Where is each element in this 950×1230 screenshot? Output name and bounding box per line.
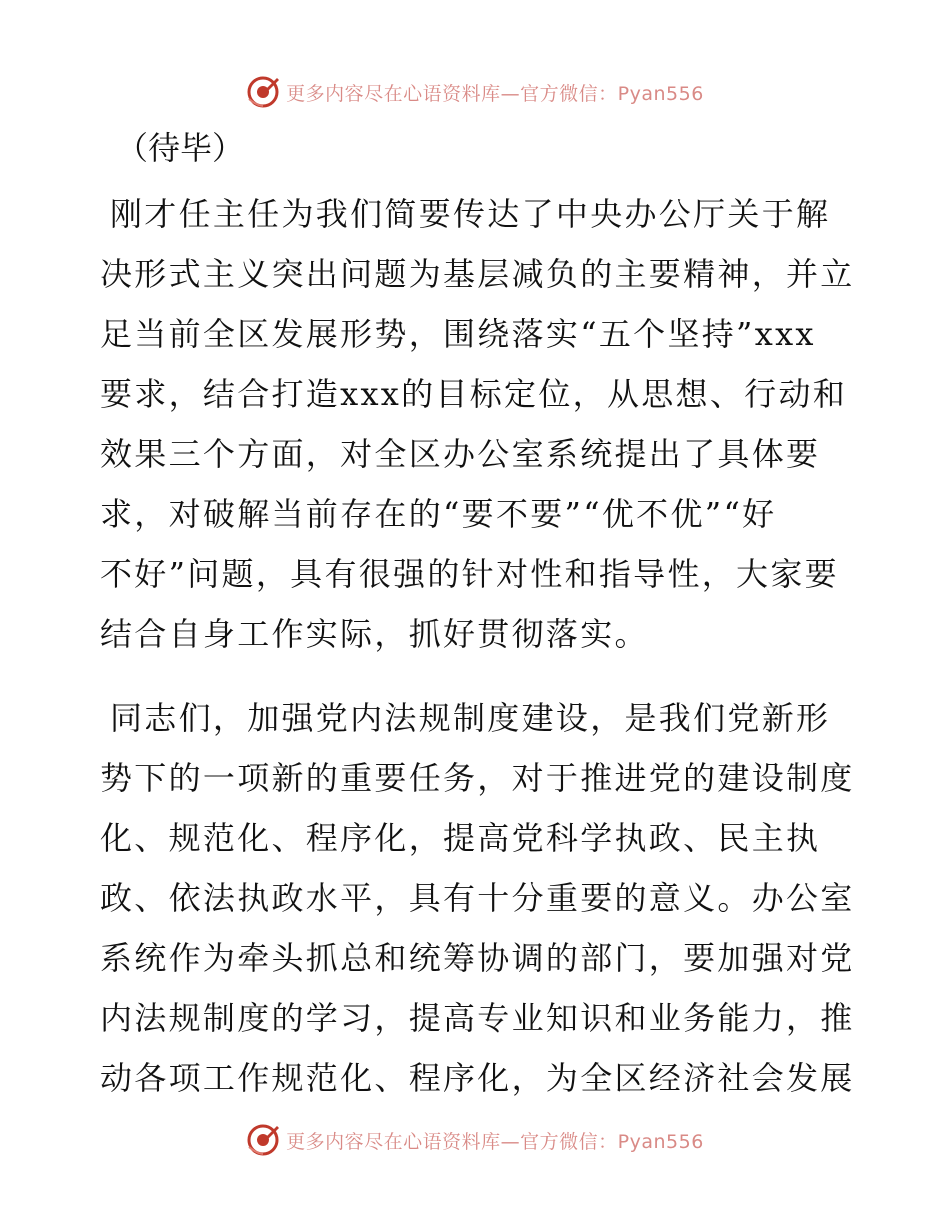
paragraph-1 <box>100 184 860 664</box>
text-line: 同志们，加强党内法规制度建设，是我们党新形 <box>110 699 831 737</box>
watermark-group <box>246 1123 704 1157</box>
text-line: 化、规范化、程序化，提高党科学执政、民主执 <box>100 819 821 857</box>
pen-logo-icon <box>246 1123 280 1157</box>
text-line: 结合自身工作实际，抓好贯彻落实。 <box>100 615 649 653</box>
watermark-text: 更多内容尽在心语资料库—官方微信：Pyan556 <box>286 1130 704 1153</box>
text-line: 势下的一项新的重要任务，对于推进党的建设制度 <box>100 759 855 797</box>
watermark-group <box>246 75 704 109</box>
header-watermark <box>0 72 950 112</box>
paragraph-2 <box>100 688 860 1108</box>
text-line: 动各项工作规范化、程序化，为全区经济社会发展 <box>100 1059 855 1097</box>
text-line: 系统作为牵头抓总和统筹协调的部门，要加强对党 <box>100 939 855 977</box>
text-line: 求，对破解当前存在的“要不要”“优不优”“好 <box>100 495 777 533</box>
text-line: 刚才任主任为我们简要传达了中央办公厅关于解 <box>110 195 831 233</box>
paragraph-gap <box>100 674 860 688</box>
text-line: 决形式主义突出问题为基层减负的主要精神，并立 <box>100 255 855 293</box>
text-line: 内法规制度的学习，提高专业知识和业务能力，推 <box>100 999 855 1037</box>
text-line: 要求，结合打造xxx的目标定位，从思想、行动和 <box>100 375 848 413</box>
footer-watermark <box>0 1120 950 1160</box>
text-line: 足当前全区发展形势，围绕落实“五个坚持”xxx <box>100 315 816 353</box>
document-body <box>100 122 860 1118</box>
pen-logo-icon <box>246 75 280 109</box>
watermark-text: 更多内容尽在心语资料库—官方微信：Pyan556 <box>286 82 704 105</box>
text-line: 政、依法执政水平，具有十分重要的意义。办公室 <box>100 879 855 917</box>
text-line: 效果三个方面，对全区办公室系统提出了具体要 <box>100 435 821 473</box>
text-line: 不好”问题，具有很强的针对性和指导性，大家要 <box>100 555 839 593</box>
pending-note: （待毕） <box>116 129 245 167</box>
